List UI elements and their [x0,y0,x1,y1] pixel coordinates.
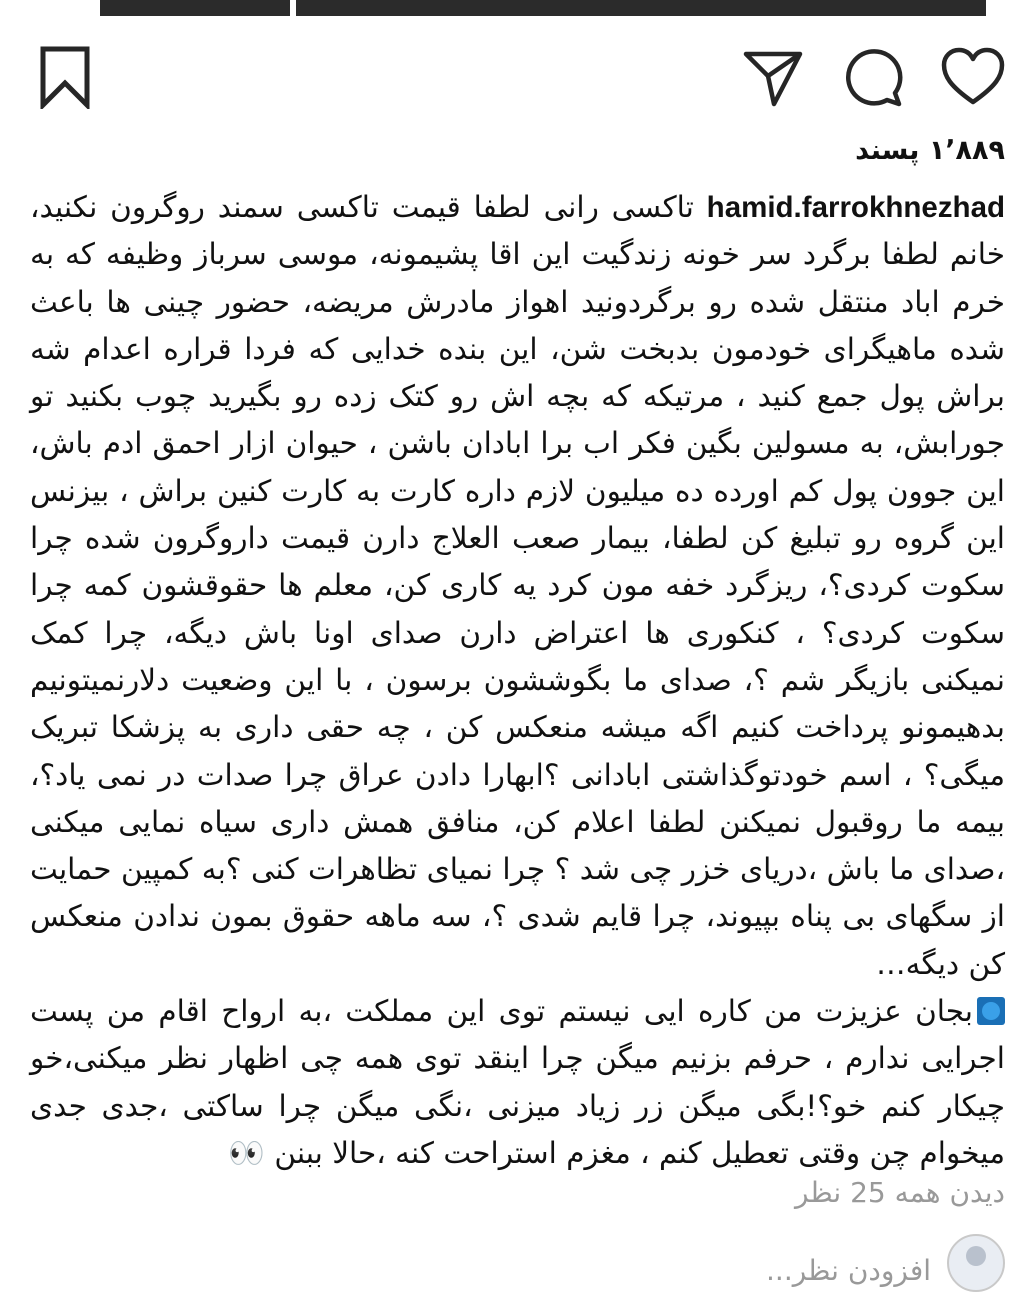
caption-username[interactable]: hamid.farrokhnezhad [706,191,1005,224]
post-image-bottom-edge [0,0,1035,16]
post-caption [30,184,1005,1177]
comment-bubble-icon [841,45,905,109]
heart-icon [940,46,1006,108]
add-comment-row[interactable] [766,1234,1005,1294]
avatar [947,1234,1005,1292]
add-comment-input[interactable]: افزودن نظر... [766,1254,931,1287]
post-action-bar [0,30,1035,120]
comment-button[interactable] [838,42,908,112]
view-all-comments-link[interactable]: دیدن همه 25 نظر [794,1176,1005,1209]
caption-extra-paragraph [30,988,1005,1177]
image-segment [100,0,290,16]
caption-extra-text: بجان عزیزت من کاره ایی نیستم توی این مملکت ،به ارواح اقام من پست اجرایی ندارم ، حرفم بزنیم میگن چرا اینقد توی همه چی اظهار نظر میکنی،خو چیکار کنم خو؟!بگی میگن زر زیاد میزنی ،نگی میگن چرا ساکتی ،جدی جدی میخوام چن وقتی تعطیل کنم ، مغزم استراحت کنه ،حالا ببنن 👀 [30,994,1005,1170]
share-button[interactable] [738,42,808,112]
image-segment [296,0,986,16]
save-button[interactable] [30,42,100,112]
like-button[interactable] [938,42,1008,112]
paper-plane-icon [742,46,804,108]
bookmark-icon [39,45,91,109]
likes-count[interactable]: ۱٬۸۸۹ پسند [855,135,1005,166]
globe-emoji-icon [977,997,1005,1025]
caption-text: تاکسی رانی لطفا قیمت تاکسی سمند روگرون نکنید، خانم لطفا برگرد سر خونه زندگیت این اقا پشیمونه، موسی سرباز وظیفه که به خرم اباد منتقل شده رو برگردونید اهواز مادرش مریضه، حضور چینی ها باعث شده ماهیگرای خودمون بدبخت شن، این بنده خدایی که فردا قراره اعدام شه براش پول جمع کنید ، مرتیکه که بچه اش رو کتک زده رو بگیرید چوب بکنید تو جورابش، به مسولین بگین فکر اب برا ابادان باشن ، حیوان ازار احمق ادم باش، این جوون پول کم اورده ده میلیون لازم داره کارت به کارت کنین براش ، بیزنس این گروه رو تبلیغ کن لطفا، بیمار صعب العلاج دارن قیمت داروگرون شده چرا سکوت کردی؟، ریزگرد خفه مون کرد یه کاری کن، معلم ها حقوقشون کمه چرا سکوت کردی؟ ، کنکوری ها اعتراض دارن صدای اونا باش دیگه، چرا کمک نمیکنی بازیگر شم ؟، صدای ما بگوششون برسون ، با این وضعیت دلارنمیتونیم بدهیمونو پرداخت کنیم اگه میشه منعکس کن ، چه حقی داری به پزشکا تبریک میگی؟ ، اسم خودتوگذاشتی ابادانی ؟ابهارا دادن عراق چرا صدات در نمی یاد؟، بیمه ما روقبول نمیکنن لطفا اعلام کن، منافق همش داری سیاه نمایی میکنی ،صدای ما باش ،دریای خزر چی شد ؟ چرا نمیای تظاهرات کنی ؟به کمپین حمایت از سگهای بی پناه بپیوند، چرا قایم شدی ؟، سه ماهه حقوق بمون ندادن منعکس کن دیگه… [30,190,1005,981]
